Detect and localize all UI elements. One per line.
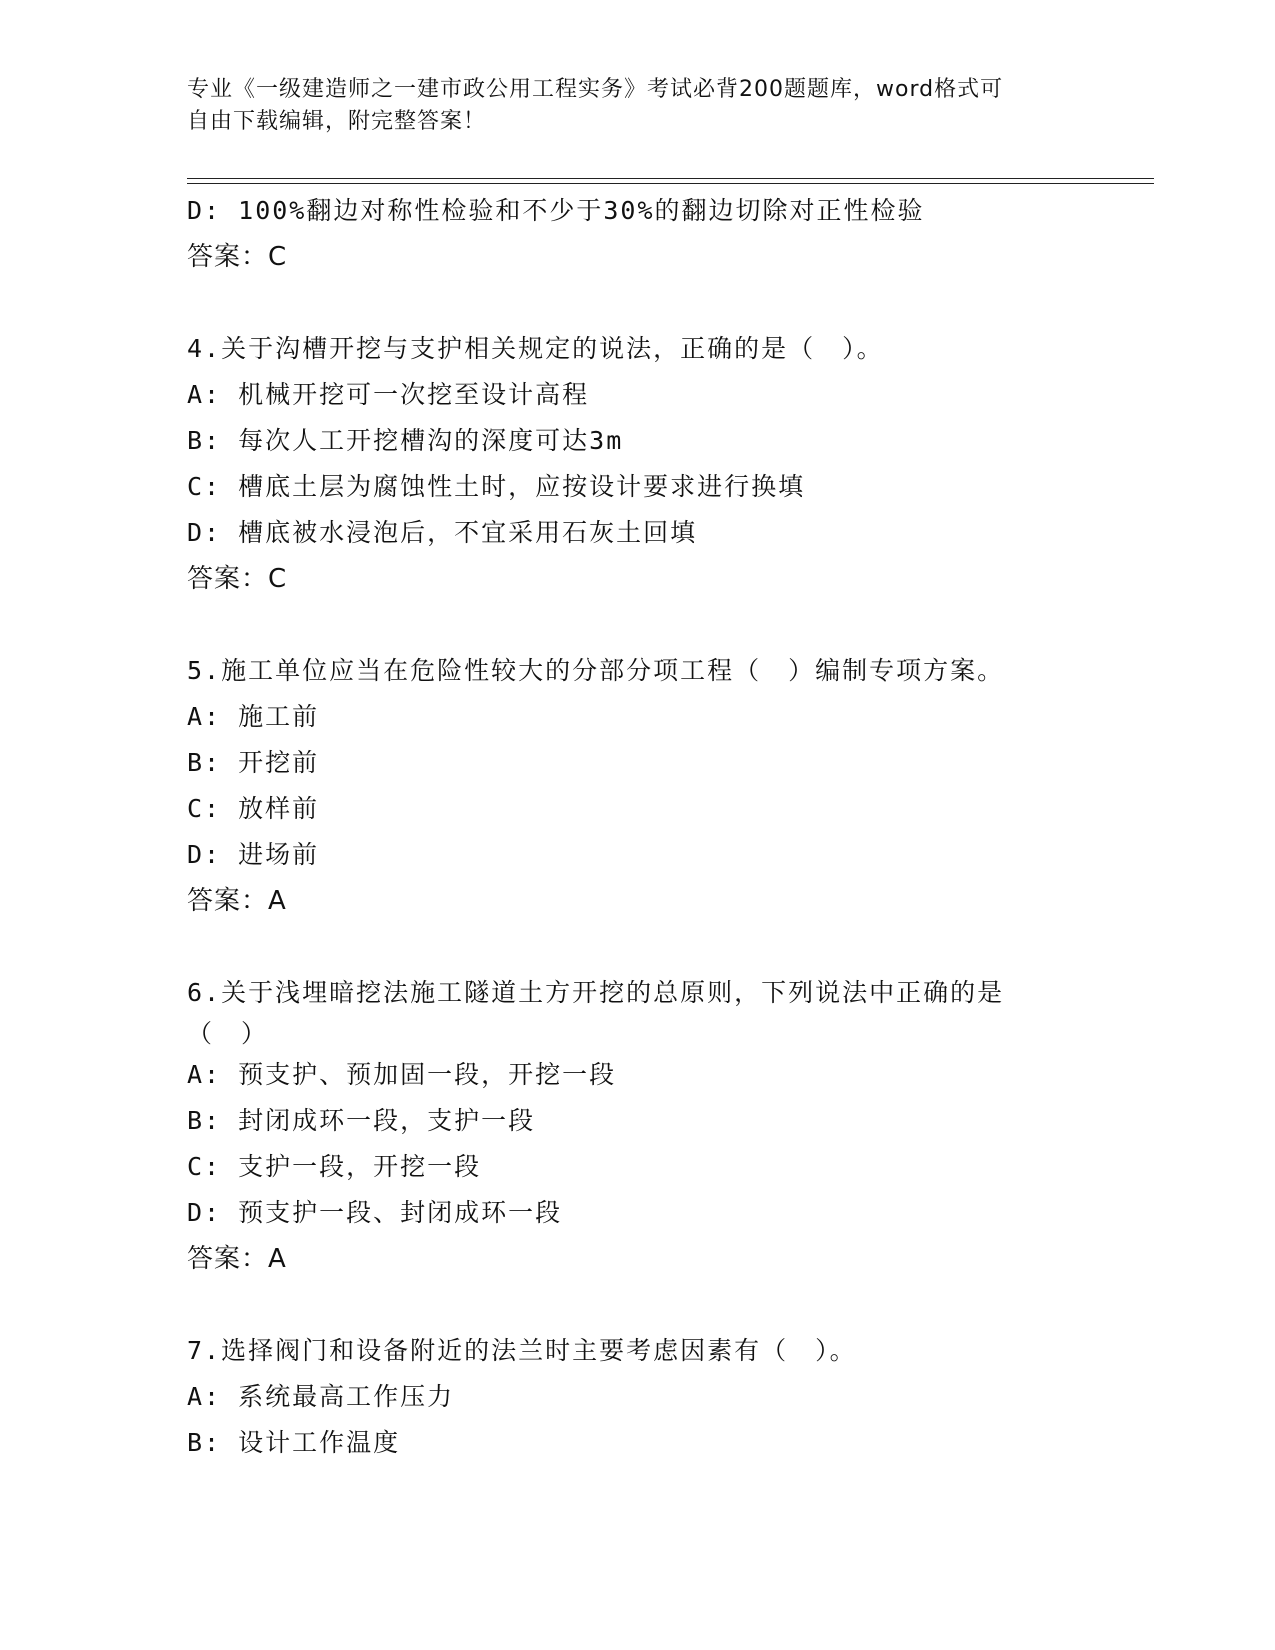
q3-answer: 答案：C (187, 242, 288, 272)
q6-option-c: C: 支护一段，开挖一段 (187, 1152, 482, 1181)
q4-option-b: B: 每次人工开挖槽沟的深度可达3m (187, 426, 624, 455)
q4-option-d: D: 槽底被水浸泡后，不宜采用石灰土回填 (187, 518, 698, 547)
question-3-tail (187, 188, 1154, 280)
q5-option-c: C: 放样前 (187, 794, 320, 823)
header-line-1: 专业《一级建造师之一建市政公用工程实务》考试必背200题题库，word格式可 (187, 77, 1004, 102)
q5-option-d: D: 进场前 (187, 840, 320, 869)
q6-option-b: B: 封闭成环一段，支护一段 (187, 1106, 536, 1135)
q5-option-b: B: 开挖前 (187, 748, 320, 777)
q5-stem: 5.施工单位应当在危险性较大的分部分项工程（ ）编制专项方案。 (187, 656, 1005, 685)
header-divider-top (187, 178, 1154, 179)
q4-option-a: A: 机械开挖可一次挖至设计高程 (187, 380, 590, 409)
q4-stem: 4.关于沟槽开挖与支护相关规定的说法，正确的是（ ）。 (187, 334, 884, 363)
question-4 (187, 326, 1154, 602)
document-header (187, 74, 1087, 138)
q6-option-d: D: 预支护一段、封闭成环一段 (187, 1198, 563, 1227)
q7-stem: 7.选择阀门和设备附近的法兰时主要考虑因素有（ ）。 (187, 1336, 857, 1365)
header-line-2: 自由下载编辑，附完整答案！ (187, 109, 487, 134)
header-divider-bottom (187, 183, 1154, 184)
question-7 (187, 1328, 1154, 1466)
q6-answer: 答案：A (187, 1244, 287, 1274)
question-6 (187, 970, 1154, 1282)
question-5 (187, 648, 1154, 924)
q6-stem-line-1: 6.关于浅埋暗挖法施工隧道土方开挖的总原则，下列说法中正确的是 (187, 978, 1005, 1007)
q7-option-a: A: 系统最高工作压力 (187, 1382, 455, 1411)
q7-option-b: B: 设计工作温度 (187, 1428, 401, 1457)
q6-option-a: A: 预支护、预加固一段，开挖一段 (187, 1060, 617, 1089)
q4-option-c: C: 槽底土层为腐蚀性土时，应按设计要求进行换填 (187, 472, 806, 501)
question-list (187, 188, 1154, 1466)
q3-option-d: D: 100%翻边对称性检验和不少于30%的翻边切除对正性检验 (187, 196, 925, 225)
q6-stem-line-2: （ ） (187, 1019, 269, 1048)
q4-answer: 答案：C (187, 564, 288, 594)
q5-answer: 答案：A (187, 886, 287, 916)
q5-option-a: A: 施工前 (187, 702, 320, 731)
